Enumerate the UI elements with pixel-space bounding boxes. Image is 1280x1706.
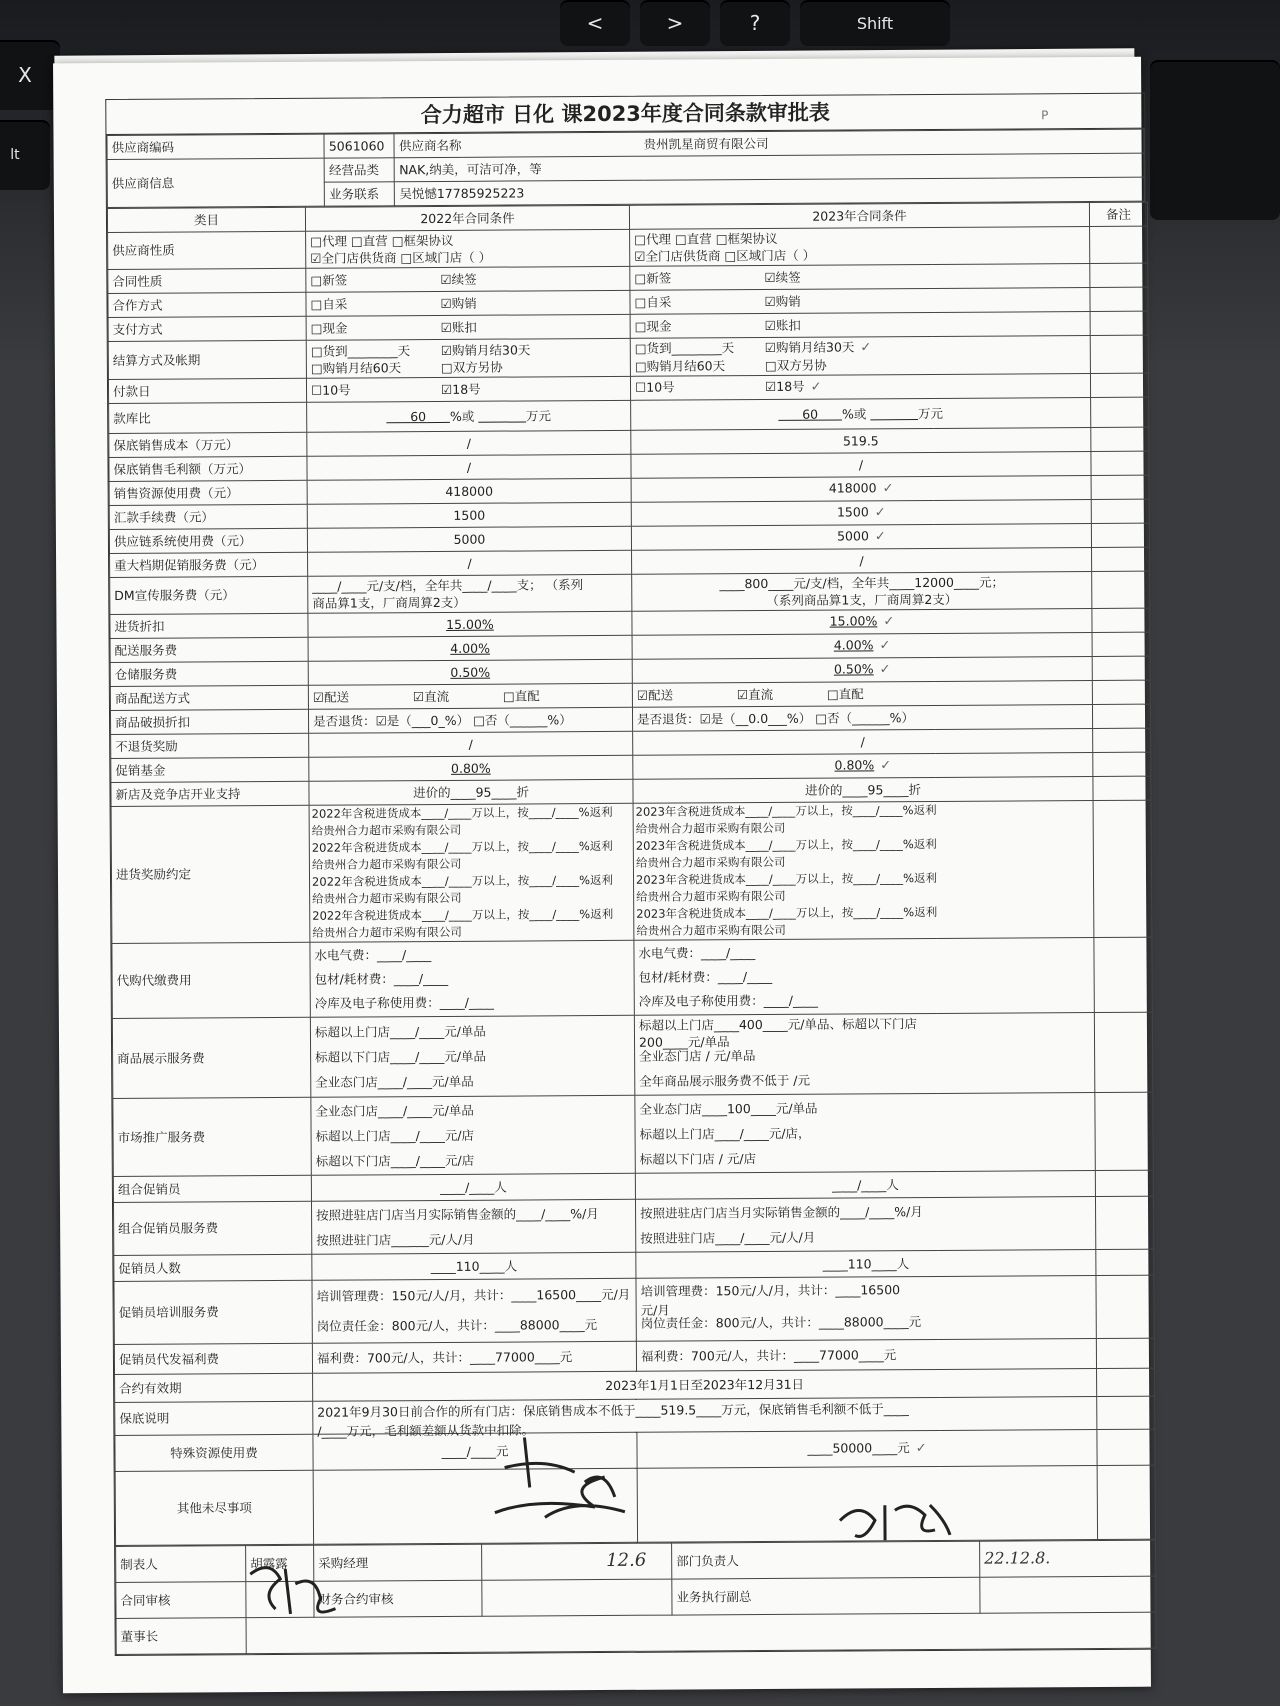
- header-remark: 备注: [1089, 202, 1147, 226]
- min-cost-2023: 519.5: [631, 428, 1091, 455]
- group-promoter-2022: ____/____人: [311, 1173, 635, 1201]
- key-x: X: [0, 40, 60, 110]
- stock-ratio-label: 款库比: [109, 402, 307, 433]
- pay-method-2022: □现金 ☑账扣: [306, 314, 630, 340]
- new-store-2022: 进价的____95____折: [309, 779, 633, 805]
- welfare-2023: 福利费：700元/人，共计：____77000____元: [636, 1338, 1096, 1371]
- guarantee-value: 2021年9月30日前合作的所有门店：保底销售成本不低于____519.5____万元，保底销售毛利额不低于____ /____万元，毛利额差额从货款中扣除。: [313, 1396, 1097, 1434]
- guarantee-label: 保底说明: [115, 1401, 313, 1435]
- remit-fee-2022: 1500: [307, 502, 631, 528]
- dm-label: DM宣传服务费（元）: [110, 576, 308, 614]
- dm-2022: ____/____元/支/档，全年共____/____支； （系列 商品算1支，厂商周算2支）: [308, 574, 632, 613]
- no-return-label: 不退货奖励: [111, 733, 309, 758]
- market-label: 市场推广服务费: [113, 1097, 311, 1176]
- coop-2022: □自采 ☑购销: [306, 290, 630, 316]
- supplier-code: 5061060: [324, 134, 394, 158]
- row-dm: [110, 571, 1150, 614]
- dm-remark: [1092, 571, 1150, 608]
- chair-label: 董事长: [116, 1618, 246, 1655]
- promo-service-2022: /: [308, 550, 632, 576]
- contract-type-2022: □新签 ☑续签: [306, 266, 630, 292]
- category-label: 经营品类: [324, 158, 394, 182]
- promo-fund-2023: 0.80% ✓: [633, 752, 1093, 779]
- rebate-2023: 2023年含税进货成本____/____万以上，按____/____%返利 给贵州合力超市采购有限公司 2023年含税进货成本____/____万以上，按____/____%返利 给贵州合力超市采购有限公司 2023年含税进货成本____/____万以上，按____/____%返利 给贵州合力超市采购有限公司 2023年含税进货成本____/____万以上，按____/____%返利 给贵州合力超市采购有限公司: [633, 800, 1094, 940]
- damage-remark: [1092, 704, 1150, 728]
- finance-value: [482, 1579, 672, 1616]
- row-training: [114, 1275, 1154, 1344]
- pay-day-label: 付款日: [108, 378, 306, 403]
- promoter-count-remark: [1096, 1249, 1154, 1275]
- group-fee-remark: [1095, 1196, 1153, 1249]
- buyer-label: 采购经理: [314, 1544, 482, 1581]
- header-2022: 2022年合同条件: [305, 205, 629, 231]
- rebate-label: 进货奖励约定: [111, 805, 310, 943]
- supplier-name-label: 供应商名称: [394, 132, 643, 158]
- agency-2022: 水电气费：____/____ 包材/耗材费：____/____ 冷库及电子称使用费：____/____: [310, 940, 634, 1017]
- delivery-fee-label: 配送服务费: [110, 637, 308, 662]
- storage-fee-2022: 0.50%: [308, 659, 632, 685]
- key-shift: Shift: [800, 0, 950, 46]
- signature-table: [115, 1540, 1157, 1655]
- supply-sys-2023: 5000 ✓: [631, 524, 1091, 551]
- row-nature: [108, 226, 1148, 269]
- promo-service-remark: [1092, 547, 1150, 571]
- min-margin-remark: [1091, 451, 1149, 475]
- remit-fee-label: 汇款手续费（元）: [109, 504, 307, 529]
- min-cost-remark: [1091, 427, 1149, 451]
- rebate-2022: 2022年含税进货成本____/____万以上，按____/____%返利 给贵州合力超市采购有限公司 2022年含税进货成本____/____万以上，按____/____%返利 给贵州合力超市采购有限公司 2022年含税进货成本____/____万以上，按____/____%返利 给贵州合力超市采购有限公司 2022年含税进货成本____/____万以上，按____/____%返利 给贵州合力超市采购有限公司: [309, 803, 634, 942]
- rebate-remark: [1093, 800, 1152, 937]
- settle-2023: □货到________天 ☑购销月结30天 ✓ □购销月结60天 □双方另协: [630, 336, 1090, 377]
- row-settle: [108, 335, 1148, 379]
- display-label: 商品展示服务费: [112, 1017, 310, 1098]
- delivery-mode-2023: ☑配送 ☑直流 □直配: [632, 681, 1092, 708]
- storage-fee-label: 仓储服务费: [110, 661, 308, 686]
- approval-form: [105, 93, 1154, 1656]
- contract-type-label: 合同性质: [108, 268, 306, 293]
- training-label: 促销员培训服务费: [114, 1280, 312, 1344]
- min-cost-2022: /: [307, 430, 631, 456]
- row-display: [112, 1012, 1152, 1098]
- discount-label: 进货折扣: [110, 613, 308, 638]
- row-group-fee: [113, 1196, 1153, 1255]
- agency-2023: 水电气费：____/____ 包材/耗材费：____/____ 冷库及电子称使用费：____/____: [634, 937, 1094, 1015]
- new-store-label: 新店及竞争店开业支持: [111, 781, 309, 806]
- group-fee-2022: 按照进驻店门店当月实际销售金额的____/____%/月 按照进驻门店______元/人/月: [311, 1199, 635, 1254]
- maker-label: 制表人: [116, 1546, 246, 1583]
- category-value: NAK,纳美，可洁可净，等: [395, 153, 1145, 182]
- delivery-mode-label: 商品配送方式: [110, 685, 308, 710]
- special-2023: ____50000____元 ✓: [637, 1429, 1097, 1468]
- supplier-name: 贵州凯星商贸有限公司: [644, 129, 1145, 156]
- dept-label: 部门负责人: [672, 1541, 980, 1579]
- promoter-count-2023: ____110____人: [636, 1249, 1096, 1278]
- remit-fee-remark: [1091, 499, 1149, 523]
- min-margin-label: 保底销售毛利额（万元）: [109, 456, 307, 481]
- special-2022: ____/____元: [313, 1432, 637, 1470]
- pay-method-remark: [1090, 311, 1148, 335]
- group-promoter-remark: [1095, 1170, 1153, 1196]
- display-2023: 标超以上门店____400____元/单品、标超以下门店 200____元/单品 全业态门店 / 元/单品 全年商品展示服务费不低于 /元: [634, 1012, 1094, 1095]
- maker-name: 胡露露: [246, 1545, 314, 1581]
- row-rebate: [111, 800, 1152, 943]
- dm-2023: ____800____元/支/档，全年共____12000____元； （系列商品算1支，厂商周算2支）: [632, 572, 1092, 612]
- delivery-fee-2023: 4.00% ✓: [632, 633, 1092, 660]
- terms-table: [107, 202, 1156, 1546]
- stock-ratio-2023: 60 %或 万元: [631, 398, 1091, 431]
- key-gt: >: [640, 0, 710, 46]
- key-alt: lt: [0, 120, 50, 190]
- nature-remark: [1090, 226, 1148, 263]
- min-margin-2022: /: [307, 454, 631, 480]
- welfare-2022: 福利费：700元/人，共计：____77000____元: [312, 1341, 636, 1373]
- coop-remark: [1090, 287, 1148, 311]
- promoter-count-2022: ____110____人: [312, 1252, 636, 1280]
- market-remark: [1095, 1092, 1153, 1170]
- settle-label: 结算方式及帐期: [108, 340, 306, 379]
- new-store-remark: [1093, 776, 1151, 800]
- group-fee-label: 组合促销员服务费: [113, 1201, 311, 1255]
- stock-ratio-remark: [1091, 397, 1149, 427]
- form-table: [106, 129, 1144, 208]
- storage-fee-remark: [1092, 656, 1150, 680]
- stock-ratio-2022: 60 %或 万元: [307, 400, 631, 432]
- header-item: 类目: [107, 207, 305, 232]
- settle-2022: □货到________天 ☑购销月结30天 □购销月结60天 □双方另协: [306, 338, 630, 378]
- display-2022: 标超以上门店____/____元/单品 标超以下门店____/____元/单品 全业态门店____/____元/单品: [310, 1015, 634, 1097]
- display-remark: [1094, 1012, 1152, 1092]
- nature-label: 供应商性质: [108, 231, 306, 269]
- row-chair: [116, 1612, 1156, 1654]
- pay-method-label: 支付方式: [108, 316, 306, 341]
- remit-fee-2023: 1500 ✓: [631, 500, 1091, 527]
- training-remark: [1096, 1275, 1154, 1338]
- contact-value: 吴悦憾17785925223: [395, 177, 1145, 206]
- supply-sys-2022: 5000: [307, 526, 631, 552]
- agency-label: 代购代缴费用: [112, 942, 310, 1018]
- min-margin-2023: /: [631, 452, 1091, 479]
- promo-fund-label: 促销基金: [111, 757, 309, 782]
- promo-fund-2022: 0.80%: [309, 755, 633, 781]
- group-fee-2023: 按照进驻店门店当月实际销售金额的____/____%/月 按照进驻门店____/____元/人/月: [635, 1196, 1095, 1252]
- welfare-remark: [1096, 1338, 1154, 1368]
- contract-type-remark: [1090, 263, 1148, 287]
- promo-fund-remark: [1093, 752, 1151, 776]
- agency-remark: [1094, 937, 1152, 1012]
- supplier-code-label: 供应商编码: [107, 134, 324, 159]
- training-2023: 培训管理费：150元/人/月，共计：____16500 元/月 岗位责任金：800元/人，共计：____88000____元: [636, 1275, 1096, 1341]
- vp-label: 业务执行副总: [672, 1577, 980, 1615]
- sales-res-label: 销售资源使用费（元）: [109, 480, 307, 505]
- validity-label: 合约有效期: [115, 1373, 313, 1402]
- paper-sheet: [53, 57, 1151, 1694]
- form-title: 合力超市 日化 课2023年度合同条款审批表 P: [106, 94, 1144, 135]
- settle-remark: [1090, 335, 1148, 373]
- row-market: [113, 1092, 1153, 1176]
- validity-value: 2023年1月1日至2023年12月31日: [313, 1368, 1097, 1401]
- pay-day-remark: [1090, 373, 1148, 397]
- no-return-2022: /: [309, 731, 633, 757]
- key-right: [1150, 60, 1280, 220]
- promoter-count-label: 促销员人数: [114, 1254, 312, 1281]
- special-remark: [1097, 1429, 1155, 1465]
- new-store-2023: 进价的____95____折: [633, 776, 1093, 803]
- supplier-info-label: 供应商信息: [107, 158, 325, 207]
- market-2022: 全业态门店____/____元/单品 标超以上门店____/____元/店 标超以下门店____/____元/店: [311, 1095, 635, 1175]
- key-question: ?: [720, 0, 790, 46]
- group-promoter-2023: ____/____人: [635, 1170, 1095, 1199]
- vp-value: [980, 1576, 1156, 1613]
- supply-sys-label: 供应链系统使用费（元）: [109, 528, 307, 553]
- row-agency: [112, 937, 1152, 1018]
- discount-2023: 15.00% ✓: [632, 609, 1092, 636]
- header-2023: 2023年合同条件: [629, 203, 1089, 230]
- promo-service-2023: /: [632, 548, 1092, 575]
- other-remark: [1097, 1465, 1155, 1539]
- delivery-fee-remark: [1092, 632, 1150, 656]
- pay-method-2023: □现金 ☑账扣: [630, 312, 1090, 339]
- review-label: 合同审核: [116, 1582, 246, 1619]
- discount-remark: [1092, 608, 1150, 632]
- pay-day-2023: ☐10号 ☑18号 ✓: [630, 374, 1090, 401]
- pay-day-2022: ☐10号 ☑18号: [306, 376, 630, 402]
- chair-value: [246, 1612, 1156, 1654]
- delivery-fee-2022: 4.00%: [308, 635, 632, 661]
- supply-sys-remark: [1091, 523, 1149, 547]
- review-signature: [246, 1581, 314, 1617]
- damage-2022: 是否退货：☑是（___0_%） □否（______%）: [308, 707, 632, 733]
- group-promoter-label: 组合促销员: [113, 1175, 311, 1202]
- damage-label: 商品破损折扣: [110, 709, 308, 734]
- buyer-signature-cell: 12.6: [482, 1543, 672, 1580]
- validity-remark: [1097, 1368, 1155, 1396]
- sales-res-2023: 418000 ✓: [631, 476, 1091, 503]
- finance-label: 财务合约审核: [314, 1580, 482, 1617]
- key-lt: <: [560, 0, 630, 46]
- other-2022: [313, 1468, 637, 1544]
- corner-mark: P: [1041, 108, 1049, 123]
- coop-label: 合作方式: [108, 292, 306, 317]
- sales-res-remark: [1091, 475, 1149, 499]
- promo-service-label: 重大档期促销服务费（元）: [110, 552, 308, 577]
- sales-res-2022: 418000: [307, 478, 631, 504]
- nature-2022: □代理 □直营 □框架协议 ☑全门店供货商 □区域门店（ ）: [306, 229, 630, 268]
- nature-2023: □代理 □直营 □框架协议 ☑全门店供货商 □区域门店（ ）: [630, 227, 1090, 267]
- guarantee-remark: [1097, 1396, 1155, 1429]
- special-label: 特殊资源使用费: [115, 1434, 313, 1471]
- other-label: 其他未尽事项: [115, 1470, 313, 1545]
- discount-2022: 15.00%: [308, 611, 632, 637]
- welfare-label: 促销员代发福利费: [114, 1343, 312, 1374]
- damage-2023: 是否退货：☑是（__0.0___%） □否（______%）: [632, 705, 1092, 732]
- contact-label: 业务联系: [325, 182, 395, 206]
- delivery-mode-remark: [1092, 680, 1150, 704]
- coop-2023: □自采 ☑购销: [630, 288, 1090, 315]
- no-return-remark: [1093, 728, 1151, 752]
- no-return-2023: /: [633, 729, 1093, 756]
- market-2023: 全业态门店____100____元/单品 标超以上门店____/____元/店， 标超以下门店 / 元/店: [635, 1092, 1095, 1173]
- dept-signature-cell: 22.12.8.: [980, 1540, 1156, 1577]
- other-2023: [637, 1465, 1097, 1542]
- storage-fee-2023: 0.50% ✓: [632, 657, 1092, 684]
- training-2022: 培训管理费：150元/人/月，共计：____16500____元/月 岗位责任金：800元/人，共计：____88000____元: [312, 1278, 636, 1343]
- delivery-mode-2022: ☑配送 ☑直流 □直配: [308, 683, 632, 709]
- contract-type-2023: □新签 ☑续签: [630, 264, 1090, 291]
- row-other: [115, 1465, 1155, 1545]
- min-cost-label: 保底销售成本（万元）: [109, 432, 307, 457]
